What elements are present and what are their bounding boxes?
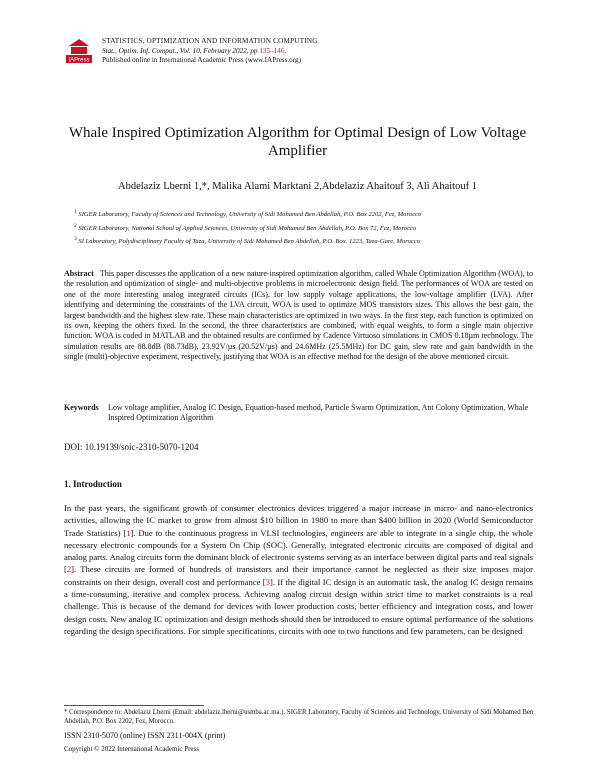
citation-line: Stat., Optim. Inf. Comput., Vol. 10, February 2022, pp 135–146. — [102, 46, 287, 55]
footnote: * Correspondence to: Abdelaziz Lberni (Email: abdelaziz.lberni@usmba.ac.ma.). SIGER Laboratory, Faculty of Sciences and Technology, University of Sidi Mohamed Ben Abdellah, P.O. Box 2202, Fez, Morocco. — [64, 709, 534, 725]
published-line: Published online in International Academic Press (www.IAPress.org) — [102, 56, 302, 65]
abstract-label: Abstract — [64, 269, 94, 278]
keywords-text: Low voltage amplifier, Analog IC Design, Equation-based method, Particle Swarm Optimization, Ant Colony Optimization, Whale Inspired Optimization Algorithm — [108, 403, 529, 423]
citation-link[interactable]: 3 — [265, 576, 270, 587]
paper-title: Whale Inspired Optimization Algorithm for Optimal Design of Low Voltage Amplifier — [68, 125, 527, 159]
journal-title: STATISTICS, OPTIMIZATION AND INFORMATION COMPUTING — [102, 37, 318, 45]
affiliation-1: $^1$ SIGER Laboratory, Faculty of Sciences and Technology, University of Sidi Mohamed Ben Abdellah, P.O. Box 2202, Fez, Morocco — [74, 209, 422, 219]
footnote-divider — [64, 705, 204, 706]
section-heading: 1. Introduction — [64, 479, 122, 489]
doi[interactable]: DOI: 10.19139/soic-2310-5070-1204 — [64, 442, 199, 452]
affiliations — [74, 207, 421, 248]
issn: ISSN 2310-5070 (online) ISSN 2311-004X (print) — [64, 731, 226, 740]
journal-header — [102, 37, 318, 66]
abstract — [64, 269, 533, 363]
citation-link[interactable]: 2 — [66, 564, 72, 575]
affiliation-2: $^2$ SIGER Laboratory, National School of Applied Sciences, University of Sidi Mohamed Ben Abdellah, P.O. Box 72, Fez, Morocco — [74, 222, 417, 232]
copyright: Copyright © 2022 International Academic Press — [64, 745, 199, 753]
svg-text:IAPress: IAPress — [68, 57, 90, 64]
iapress-logo — [64, 38, 94, 64]
keywords — [64, 403, 539, 423]
author-list: Abdelaziz Lberni 1,*, Malika Alami Marktani 2,Abdelaziz Ahaitouf 3, Ali Ahaitouf 1 — [118, 181, 477, 192]
introduction-text: In the past years, the significant growth of consumer electronics devices triggered a major increase in micro- and nano-electronics activities, allowing the IC market to grow from almost $10 billion in 1980 to more than $400 billion in 2020 (World Semiconductor Trade Statistics) [1]. Due to the continuous progress in VLSI technologies, engineers are able to integrate in a single chip, the whole necessary electronic compounds for a System On Chip (SOC). Generally, integrated electronic circuits are composed of digital and analog parts. Analog circuits form the dominant block of electronic systems serving as an interface between digital parts and real signals [2]. These circuits are formed of hundreds of transistors and their importance cannot be neglected as their size imposes major constraints on their design, overall cost and performance [3]. If the digital IC design is an automatic task, the analog IC design remains a time-consuming, iterative and complex process. Achieving analog circuit design within strict time to market constraints is a real challenge. This is because of the demand for devices with lower production costs, better efficiency and integration costs, and lower design costs. New analog IC optimization and design methods should then be introduced to ensure optimal performance of the solutions regarding the design specifications. For simple specifications, circuits with one to two functions and few parameters, can be designed — [64, 503, 533, 636]
keywords-label: Keywords — [64, 403, 99, 412]
abstract-text: This paper discusses the application of a new nature-inspired optimization algorithm, called Whale Optimization Algorithm (WOA), to the resolution and optimization of single- and multi-objective problems in microelectronic design field. The performances of WOA are tested on one of the more interesting analog integrated circuits (ICs), for low supply voltage applications, the low-voltage amplifier (LVA). After identifying and determining the constraints of the LVA circuit, WOA is used to optimize MOS transistors sizes. This allows the best gain, the largest bandwidth and the highest slew rate. These main characteristics are optimized in two ways. In the first step, each function is optimized on its own, keeping the others fixed. In the second, the three characteristics are combined, with equal weights, to form a single main objective function. WOA is coded in MATLAB and the obtained results are confirmed by Cadence Virtuoso simulations in CMOS 0.18µm technology. The simulation results are 88.8dB (88.73dB), 23.92V/µs (20.52V/µs) and 24.6MHz (25.5MHz) for DC gain, slew rate and gain bandwidth in the single (multi)-objective experiment, respectively, justifying that WOA is an effective method for the design of the above mentioned circuit. — [64, 269, 533, 362]
affiliation-3: $^3$ SI Laboratory, Polydisciplinary Faculty of Taza, University of Sidi Mohamed Ben Abdellah, P.O. Box. 1223, Taza-Gare, Morocco — [74, 236, 421, 246]
citation-link[interactable]: 1 — [126, 527, 131, 538]
